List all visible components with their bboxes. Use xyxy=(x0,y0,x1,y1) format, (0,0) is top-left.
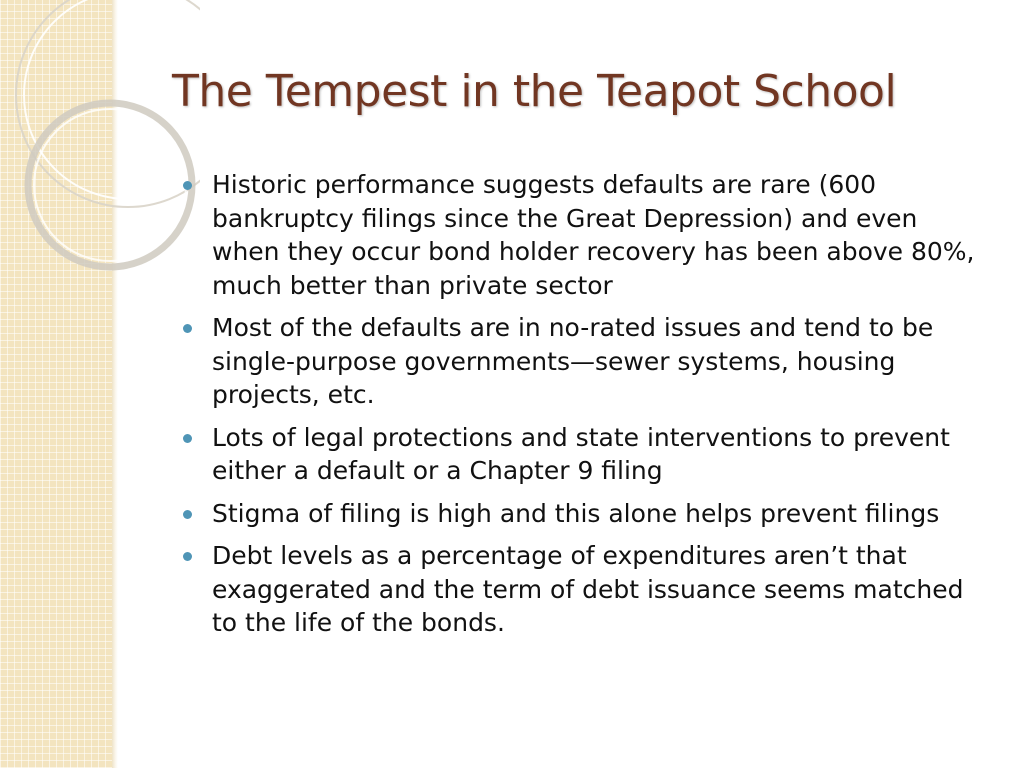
bullet-item-debt-levels xyxy=(180,539,988,640)
bullet-text: Most of the defaults are in no-rated issues and tend to be single-purpose governments—sewer systems, housing projects, etc. xyxy=(212,313,934,409)
bullet-item-stigma xyxy=(180,497,988,531)
bullet-dot-icon xyxy=(183,552,192,561)
bullet-dot-icon xyxy=(183,510,192,519)
bullet-dot-icon xyxy=(183,181,192,190)
decorative-side-band xyxy=(0,0,112,768)
bullet-list xyxy=(180,168,988,649)
side-band-edge xyxy=(112,0,118,768)
bullet-item-defaults-unrated xyxy=(180,311,988,412)
bullet-dot-icon xyxy=(183,434,192,443)
bullet-text: Lots of legal protections and state interventions to prevent either a default or a Chapter 9 filing xyxy=(212,422,950,485)
bullet-text: Stigma of filing is high and this alone helps prevent filings xyxy=(212,498,940,528)
bullet-text: Historic performance suggests defaults are rare (600 bankruptcy filings since the Great Depression) and even when they occur bond holder recovery has been above 80%, much better than private sector xyxy=(212,170,975,300)
bullet-item-legal-protections xyxy=(180,421,988,488)
bullet-dot-icon xyxy=(183,324,192,333)
bullet-text: Debt levels as a percentage of expenditures aren’t that exaggerated and the term of debt issuance seems matched to the life of the bonds. xyxy=(212,541,964,637)
bullet-item-historic-performance xyxy=(180,168,988,302)
slide-title: The Tempest in the Teapot School xyxy=(172,66,897,117)
